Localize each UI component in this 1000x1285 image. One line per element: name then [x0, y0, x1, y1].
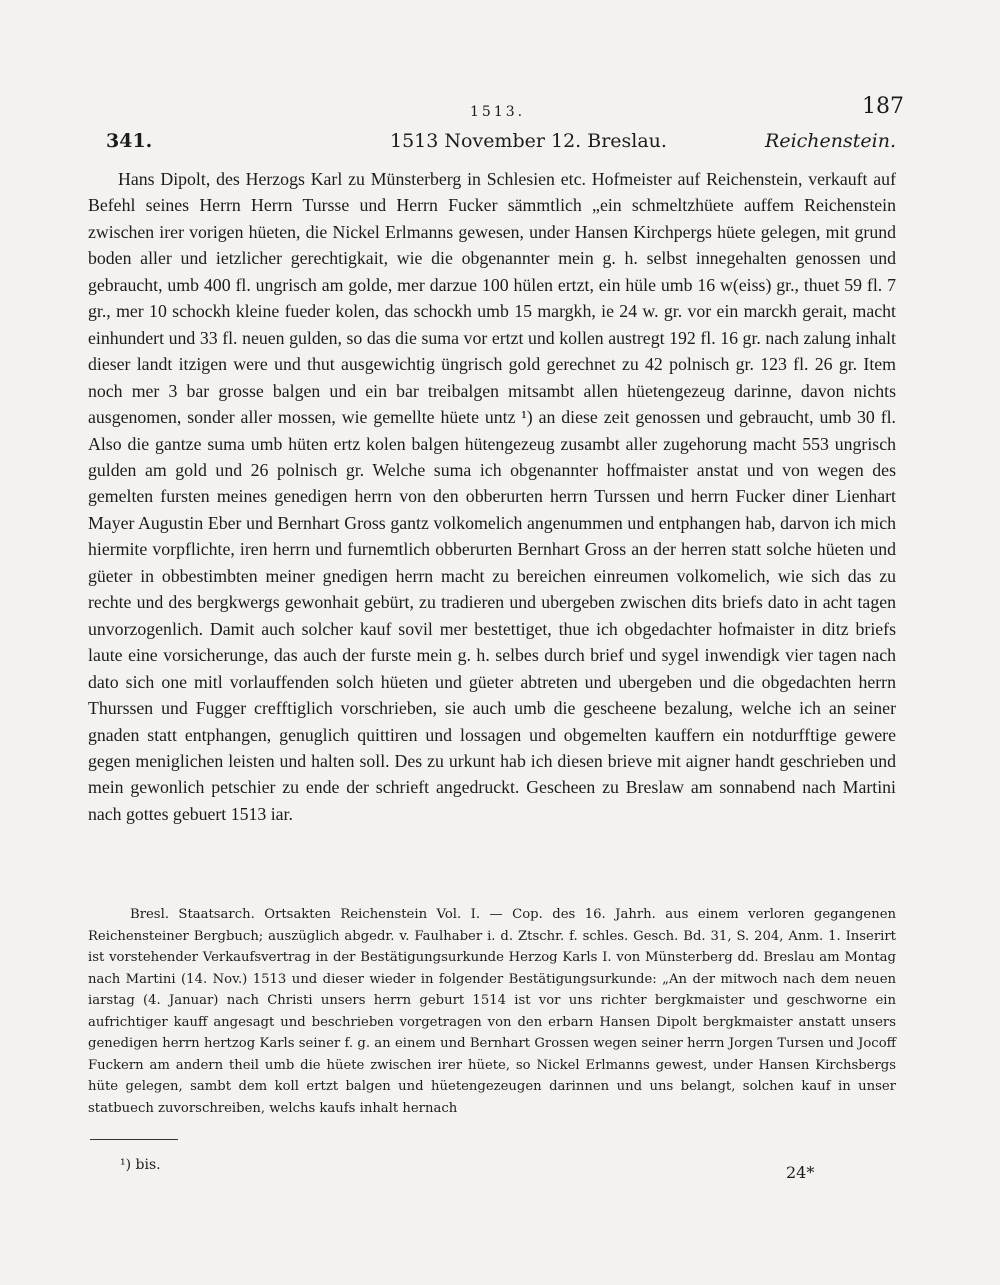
entry-header [106, 130, 896, 160]
signature-mark: 24* [786, 1163, 815, 1182]
footnote-divider [90, 1139, 178, 1140]
source-notes: Bresl. Staatsarch. Ortsakten Reichenstein Vol. I. — Cop. des 16. Jahrh. aus einem verloren gegangenen Reichensteiner Bergbuch; auszüglich abgedr. v. Faulhaber i. d. Ztschr. f. schles. Gesch. Bd. 31, S. 204, Anm. 1. Inserirt ist vorstehender Verkaufsvertrag in der Bestätigungsurkunde Herzog Karls I. von Münsterberg dd. Breslau am Montag nach Martini (14. Nov.) 1513 und dieser wieder in folgender Bestätigungsurkunde: „An der mitwoch nach dem neuen iarstag (4. Januar) nach Christi unsers herrn geburt 1514 ist vor uns richter bergkmaister und geschworne ein aufrichtiger kauff angesagt und beschrieben vorgetragen von den erbarn Hansen Dipolt bergkmaister anstatt unsers genedigen herrn hertzog Karls seiner f. g. an einem und Bernhart Grossen wegen seiner herrn Jorgen Tursen und Jocoff Fuckern am andern theil umb die hüete zwischen irer hüete, so Nickel Erlmanns gewest, under Hansen Kirchsbergs hüte gelegen, sambt dem koll ertzt balgen und hüetengezeugen darinnen und uns belangt, solchen kauf in unser statbuech zuvorschreiben, welchs kaufs inhalt hernach [88, 907, 896, 1116]
running-header-year: 1513. [470, 104, 526, 120]
entry-date-place: 1513 November 12. Breslau. [390, 130, 667, 152]
page-number: 187 [862, 94, 904, 119]
footnote: ¹) bis. [120, 1157, 161, 1173]
entry-location: Reichenstein. [765, 130, 896, 152]
entry-number: 341. [106, 130, 153, 152]
entry-body-text: Hans Dipolt, des Herzogs Karl zu Münsterberg in Schlesien etc. Hofmeister auf Reichenstein, verkauft auf Befehl seines Herrn Herrn Tursse und Herrn Fucker sämmtlich „ein schmeltzhüete auffem Reichenstein zwischen irer vorigen hüeten, die Nickel Erlmanns gewesen, under Hansen Kirchpergs hüete gelegen, mit grund boden aller und ietzlicher gerechtigkait, wie die obgenannter mein g. h. selbst innegehalten genossen und gebraucht, umb 400 fl. ungrisch am golde, mer darzue 100 hülen ertzt, ein hüle umb 16 w(eiss) gr., thuet 59 fl. 7 gr., mer 10 schockh kleine fueder kolen, das schockh umb 15 margkh, ie 24 w. gr. vor ein marckh gerait, macht einhundert und 33 fl. neuen gulden, so das die suma vor ertzt und kollen austregt 192 fl. 16 gr. nach zalung inhalt dieser landt itzigen were und thut ausgewichtig üngrisch gold gerechnet zu 42 polnisch gr. 123 fl. 26 gr. Item noch mer 3 bar grosse balgen und ein bar treibalgen mitsambt allen hüetengezeug darinne, davon nichts ausgenomen, sonder aller mossen, wie gemellte hüete untz ¹) an diese zeit genossen und gebraucht, umb 30 fl. Also die gantze suma umb hüten ertz kolen balgen hütengezeug zusambt aller zugehorung macht 553 ungrisch gulden am gold und 26 polnisch gr. Welche suma ich obgenannter hoffmaister anstat und von wegen des gemelten fursten meines genedigen herrn von den obberurten herrn Turssen und herrn Fucker diner Lienhart Mayer Augustin Eber und Bernhart Gross gantz volkomelich angenummen und entphangen hab, darvon ich mich hiermite vorpflichte, iren herrn und furnemtlich obberurten Bernhart Gross an der herren statt solche hüeten und güeter in obbestimbten meiner gnedigen herrn macht zu bereichen einreumen volkomelich, wie sich das zu rechte und des bergkwergs gewonhait gebürt, zu tradieren und ubergeben zwischen dits briefs dato in acht tagen unvorzogenlich. Damit auch solcher kauf sovil mer bestettiget, thue ich obgedachter hofmaister in ditz briefs laute eine vorsicherunge, das auch der furste mein g. h. selbes durch brief und sygel inwendigk vier tagen nach dato sich one mitl vorlauffenden solch hüeten und güeter abtreten und ubergeben und die obgedachten herrn Thurssen und Fugger crefftiglich vorschrieben, sie auch umb die gescheene bezalung, welche ich an seiner gnaden statt entphangen, genuglich quittiren und lossagen und obgemelten kauffern ein notdurfftige gewere gegen meniglichen leisten und halten soll. Des zu urkunt hab ich diesen brieve mit aigner handt geschrieben und mein gewonlich petschier zu ende der schrieft angedruckt. Gescheen zu Breslaw am sonnabend nach Martini nach gottes gebuert 1513 iar. [88, 169, 896, 824]
